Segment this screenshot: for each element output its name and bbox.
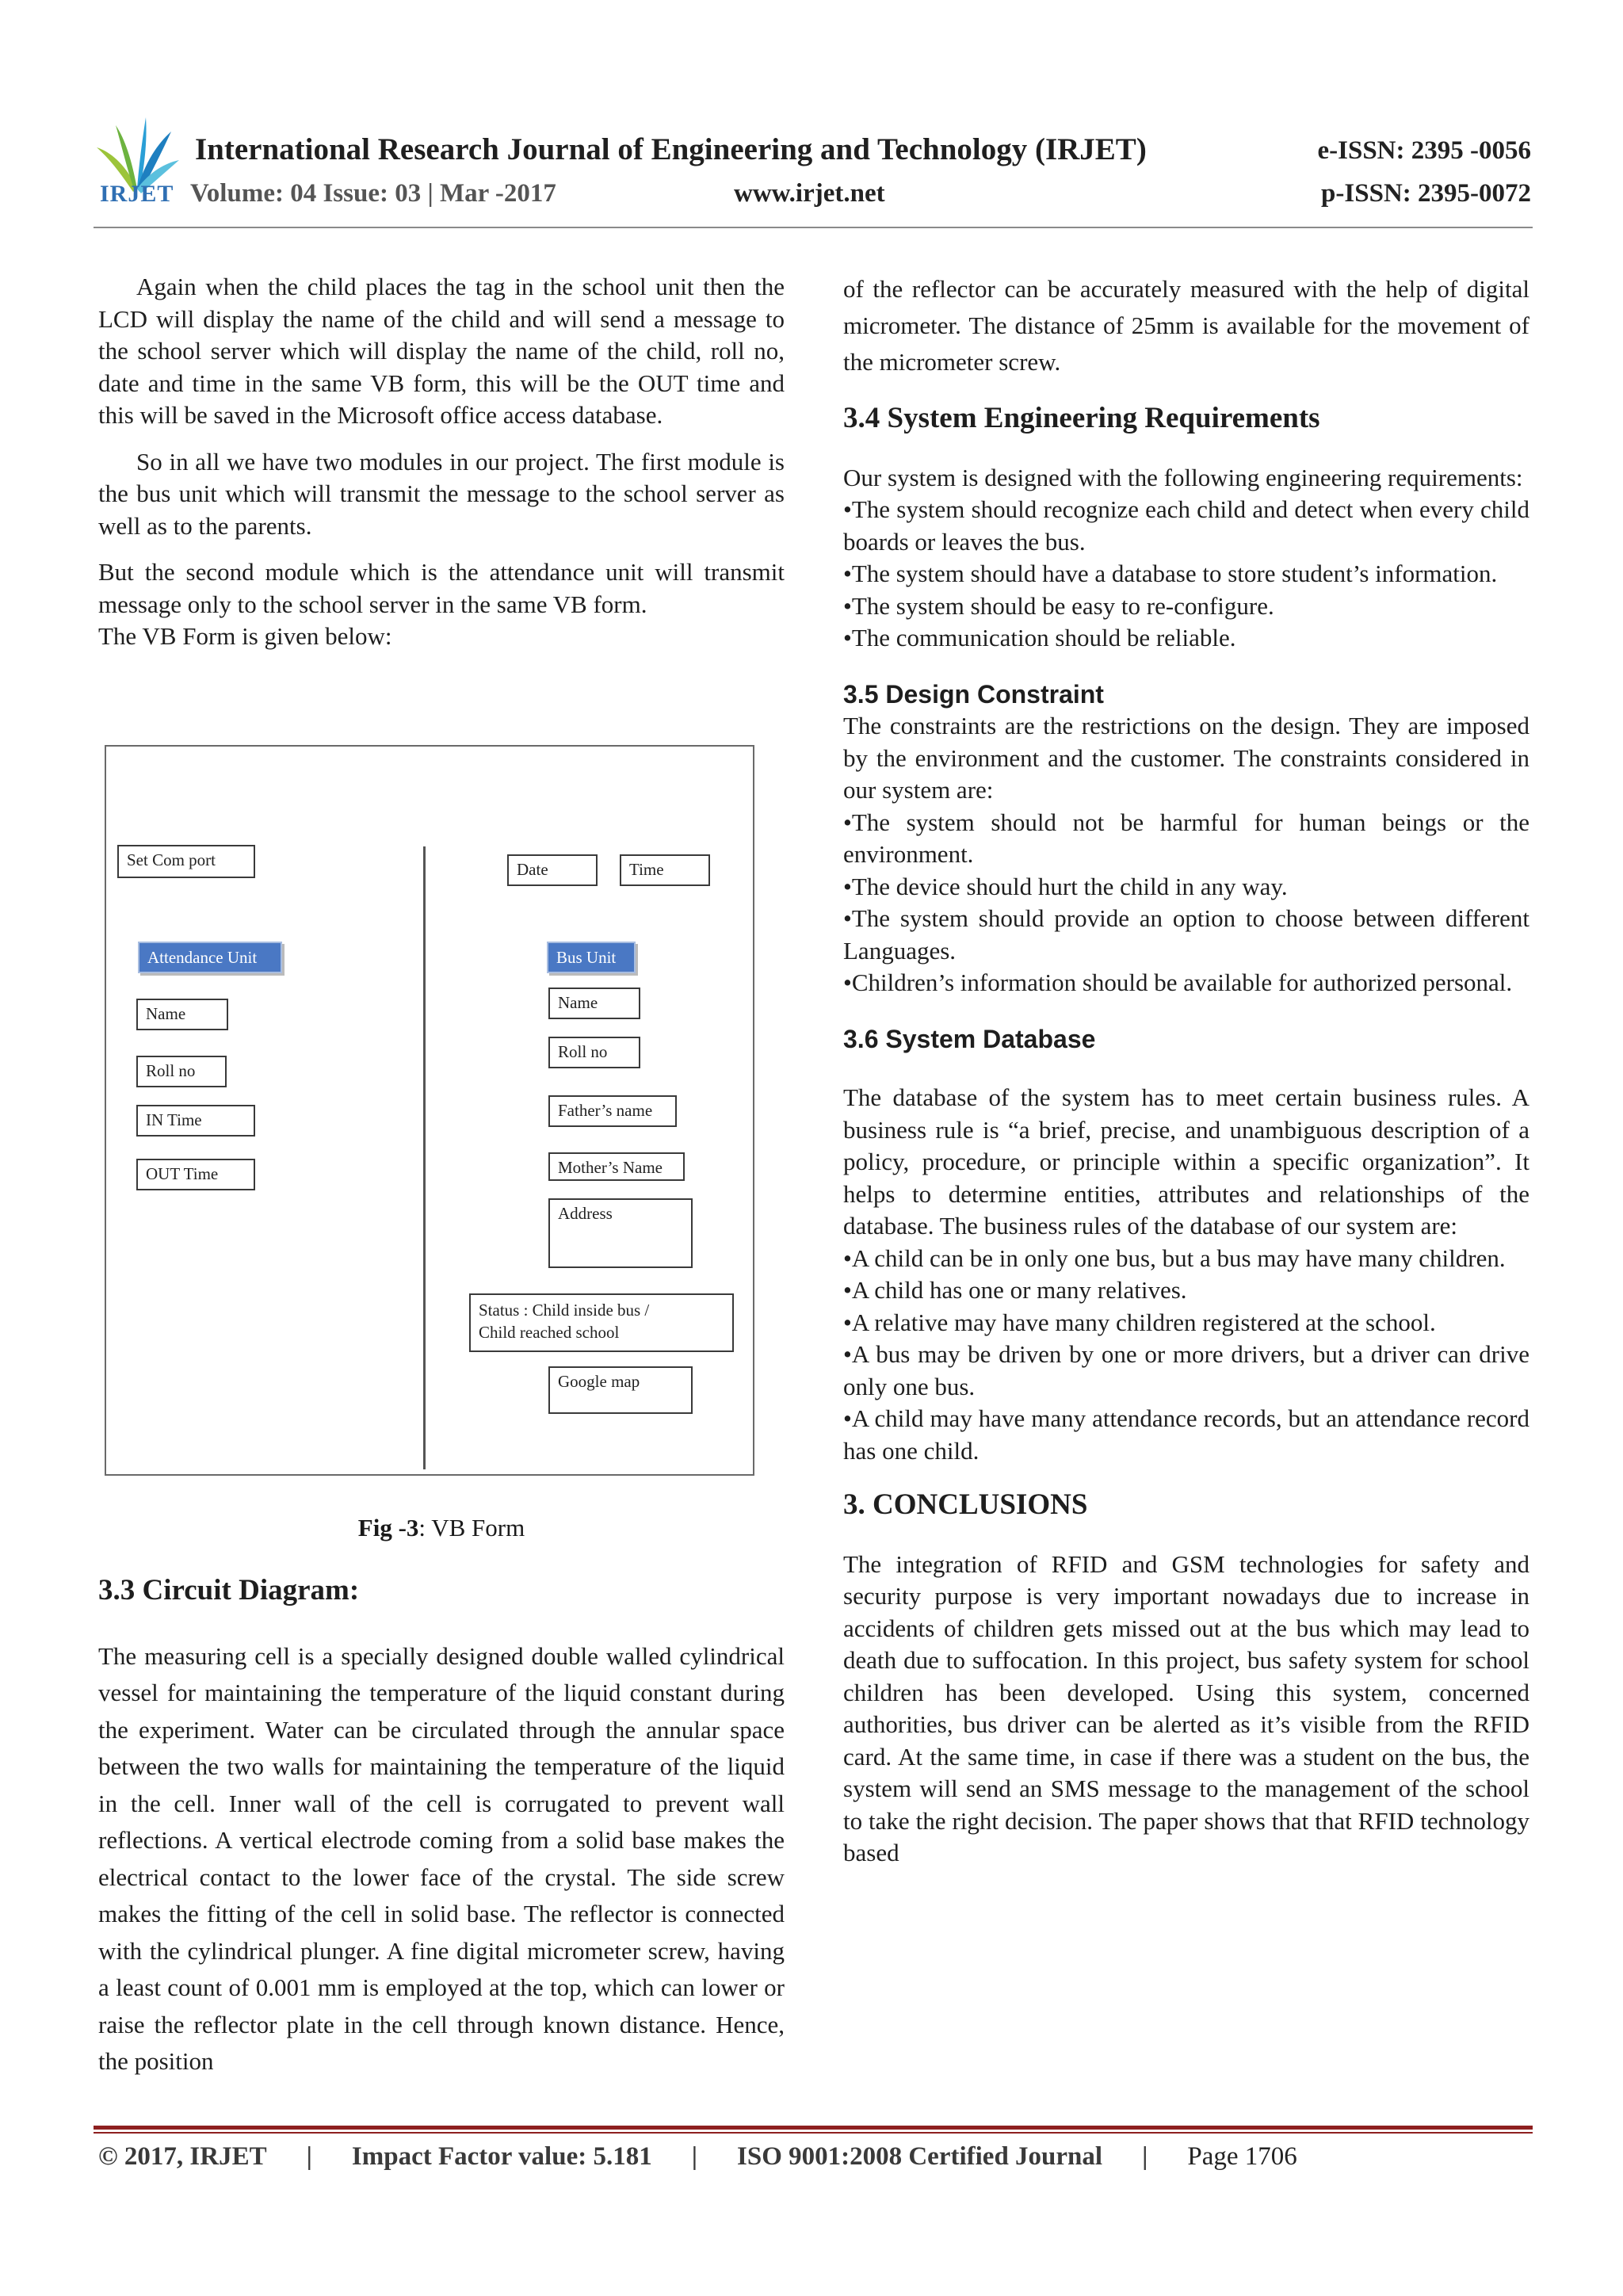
left-column bbox=[98, 271, 785, 653]
journal-title: International Research Journal of Engineering and Technology (IRJET) bbox=[195, 132, 1147, 166]
paragraph-measuring-cell: The measuring cell is a specially designed double walled cylindrical vessel for maintaining the temperature of the liquid constant during the experiment. Water can be circulated through the annular space between the two walls for maintaining the temperature of the liquid in the cell. Inner wall of the cell is corrugated to prevent wall reflections. A vertical electrode coming from a solid base makes the electrical contact to the lower face of the crystal. The side screw makes the fitting of the cell in solid base. The reflector is connected with the cylindrical plunger. A fine digital micrometer screw, having a least count of 0.001 mm is employed at the top, which can lower or raise the reflector plate in the cell through known distance. Hence, the position bbox=[98, 1641, 785, 2075]
constraint-3: •The system should provide an option to choose between different Languages. bbox=[843, 904, 1529, 965]
footer-rule-thin bbox=[94, 2132, 1533, 2134]
footer-rule-thick bbox=[94, 2126, 1533, 2130]
requirement-4: •The communication should be reliable. bbox=[843, 624, 1236, 651]
vb-form-divider bbox=[423, 846, 426, 1469]
paragraph-out-time: Again when the child places the tag in the school unit then the LCD will display the name of the child and will send a message to the school server which will display the name of the child, roll no, date and time in the same VB form, this will be the OUT time and this will be saved in the Microsoft office access database. bbox=[98, 273, 785, 429]
business-rule-1: •A child can be in only one bus, but a bus may have many children. bbox=[843, 1244, 1506, 1272]
bus-unit-button: Bus Unit bbox=[547, 942, 636, 973]
attendance-roll-box: Roll no bbox=[136, 1056, 227, 1087]
set-com-port-box: Set Com port bbox=[117, 845, 255, 878]
page-footer bbox=[98, 2142, 1297, 2172]
section-3-6-heading: 3.6 System Database bbox=[843, 1024, 1096, 1053]
journal-website: www.irjet.net bbox=[734, 179, 885, 208]
paragraph-constraints-intro: The constraints are the restrictions on the design. They are imposed by the environment and the customer. The constraints considered in our system are: bbox=[843, 712, 1529, 804]
footer-separator: | bbox=[1142, 2142, 1148, 2171]
footer-separator: | bbox=[691, 2142, 697, 2171]
requirement-2: •The system should have a database to store student’s information. bbox=[843, 560, 1498, 587]
paragraph-conclusion: The integration of RFID and GSM technologies for safety and security purpose is very important nowadays due to increase in accidents of children gets missed out at the bus which may lead to death due to suffocation. In this project, bus safety system for school children has been developed. Using this system, concerned authorities, bus driver can be alerted as it’s visible from the RFID card. At the same time, in case if there was a student on the bus, the system will send an SMS message to the management of the school to take the right decision. The paper shows that that RFID technology based bbox=[843, 1549, 1529, 1866]
volume-issue: Volume: 04 Issue: 03 | Mar -2017 bbox=[190, 179, 556, 208]
requirement-3: •The system should be easy to re-configure. bbox=[843, 591, 1274, 620]
father-name-box: Father’s name bbox=[548, 1095, 677, 1127]
attendance-in-time-box: IN Time bbox=[136, 1105, 255, 1137]
paragraph-database-intro: The database of the system has to meet certain business rules. A business rule is “a brief, precise, and unambiguous description of a policy, procedure, or principle within a specific organization”. It helps to determine entities, attributes and relationships of the database. The business rules of the database of our system are: bbox=[843, 1083, 1529, 1240]
status-box bbox=[469, 1293, 734, 1352]
address-box: Address bbox=[548, 1198, 693, 1268]
figure-caption bbox=[98, 1514, 785, 1542]
status-line-1: Status : Child inside bus / bbox=[479, 1301, 650, 1320]
header-divider bbox=[94, 227, 1533, 228]
paragraph-two-modules: So in all we have two modules in our project. The first module is the bus unit which will transmit the message to the school server as well as to the parents. bbox=[98, 447, 785, 540]
p-issn: p-ISSN: 2395-0072 bbox=[1321, 179, 1531, 208]
section-3-3-heading: 3.3 Circuit Diagram: bbox=[98, 1574, 360, 1606]
right-column bbox=[843, 271, 1529, 1870]
e-issn: e-ISSN: 2395 -0056 bbox=[1317, 136, 1531, 165]
footer-page-number: Page 1706 bbox=[1187, 2142, 1297, 2171]
attendance-out-time-box: OUT Time bbox=[136, 1159, 255, 1190]
status-line-2: Child reached school bbox=[479, 1323, 620, 1342]
figure-label: Fig -3 bbox=[357, 1514, 419, 1541]
attendance-unit-button: Attendance Unit bbox=[138, 942, 282, 973]
mother-name-box: Mother’s Name bbox=[548, 1152, 685, 1181]
business-rule-2: •A child has one or many relatives. bbox=[843, 1276, 1187, 1304]
constraint-1: •The system should not be harmful for human beings or the environment. bbox=[843, 808, 1529, 868]
google-map-box: Google map bbox=[548, 1366, 693, 1414]
conclusions-heading: 3. CONCLUSIONS bbox=[843, 1488, 1088, 1521]
date-box: Date bbox=[507, 854, 598, 886]
constraint-2: •The device should hurt the child in any way. bbox=[843, 872, 1288, 900]
footer-copyright: © 2017, IRJET bbox=[98, 2142, 267, 2171]
business-rule-3: •A relative may have many children registered at the school. bbox=[843, 1308, 1436, 1336]
paragraph-requirements-intro: Our system is designed with the following engineering requirements: bbox=[843, 463, 1523, 491]
bus-name-box: Name bbox=[548, 988, 640, 1019]
paragraph-reflector: of the reflector can be accurately measured with the help of digital micrometer. The distance of 25mm is available for the movement of the micrometer screw. bbox=[843, 275, 1529, 376]
business-rule-5: •A child may have many attendance records, but an attendance record has one child. bbox=[843, 1404, 1529, 1465]
footer-iso: ISO 9001:2008 Certified Journal bbox=[737, 2142, 1103, 2171]
paragraph-second-module: But the second module which is the attendance unit will transmit message only to the school server in the same VB form. bbox=[98, 558, 785, 618]
left-column-lower bbox=[98, 1572, 785, 2080]
business-rule-4: •A bus may be driven by one or more drivers, but a driver can drive only one bus. bbox=[843, 1340, 1529, 1400]
section-3-4-heading: 3.4 System Engineering Requirements bbox=[843, 402, 1320, 434]
paragraph-vb-form-intro: The VB Form is given below: bbox=[98, 622, 392, 650]
logo-text: IRJET bbox=[100, 181, 174, 207]
bus-roll-box: Roll no bbox=[548, 1037, 640, 1068]
section-3-5-heading: 3.5 Design Constraint bbox=[843, 679, 1104, 709]
requirement-1: •The system should recognize each child and detect when every child boards or leaves the bus. bbox=[843, 495, 1529, 556]
figure-title: : VB Form bbox=[418, 1514, 525, 1541]
constraint-4: •Children’s information should be available for authorized personal. bbox=[843, 968, 1513, 996]
footer-impact-factor: Impact Factor value: 5.181 bbox=[351, 2142, 652, 2171]
attendance-name-box: Name bbox=[136, 999, 228, 1030]
time-box: Time bbox=[620, 854, 710, 886]
vb-form-figure bbox=[105, 745, 754, 1476]
footer-separator: | bbox=[306, 2142, 312, 2171]
